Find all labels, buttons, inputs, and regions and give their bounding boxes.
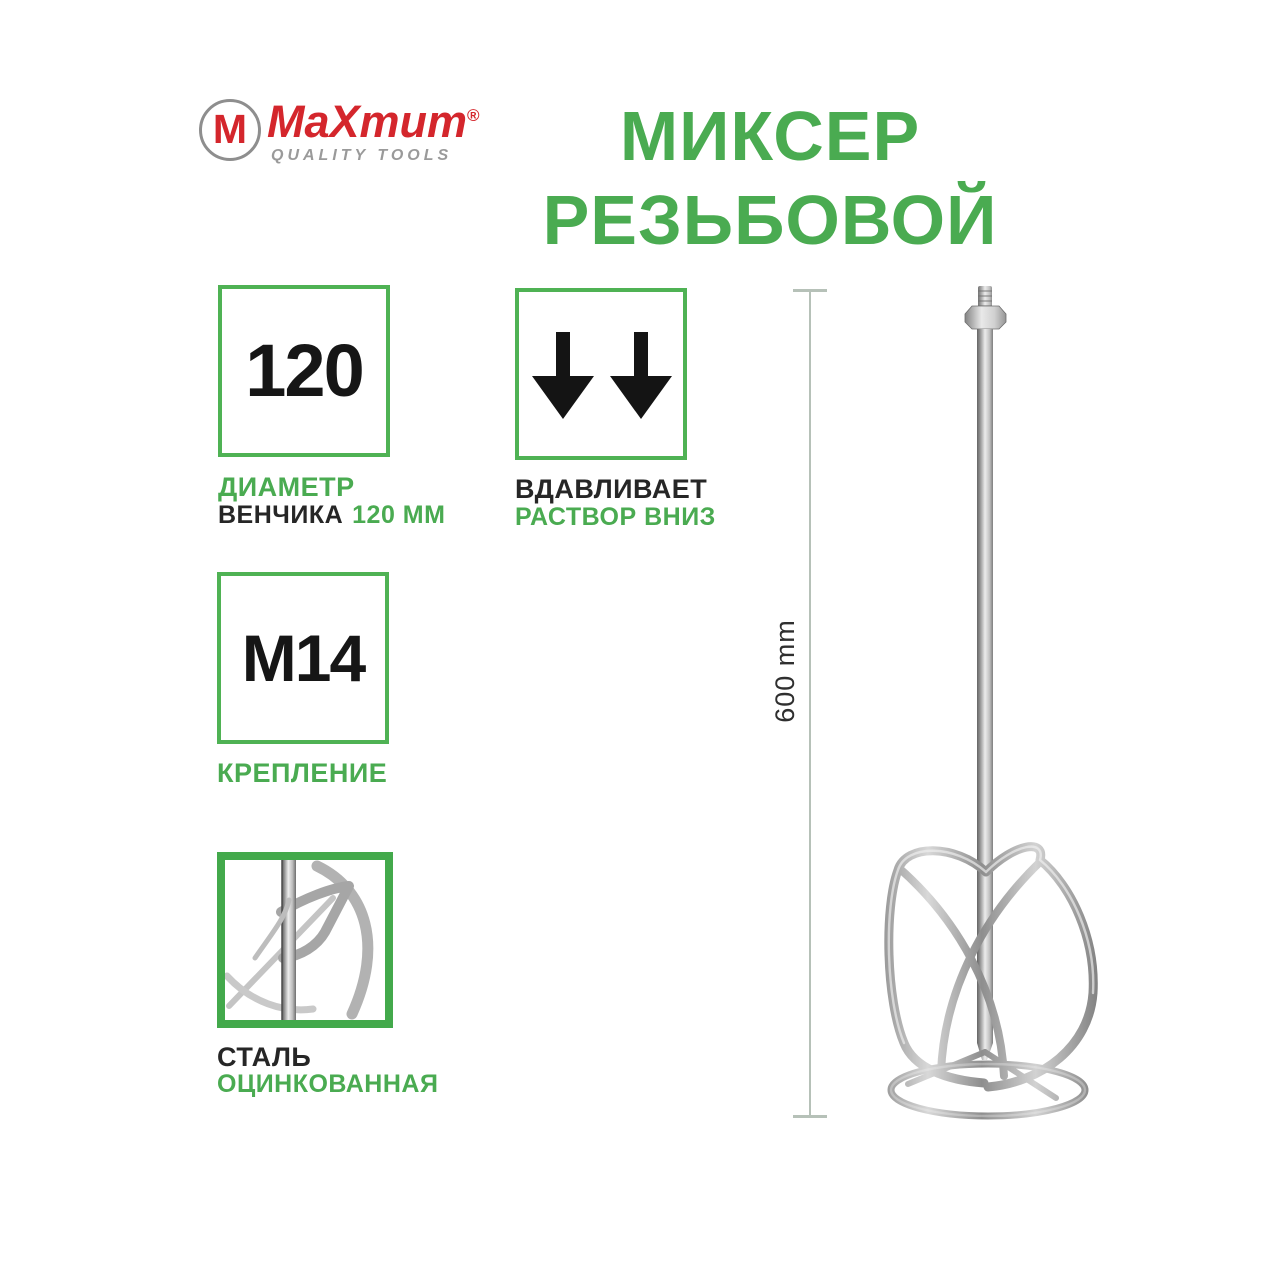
material-caption-line2: ОЦИНКОВАННАЯ [217,1070,439,1098]
diameter-caption-green: 120 ММ [352,501,446,529]
brand-m-icon [199,99,261,161]
thread-value: M14 [241,621,365,695]
brand-initial: M [212,105,248,152]
title-line2: РЕЗЬБОВОЙ [542,181,998,259]
double-down-arrows-icon [519,292,683,456]
mixer-head-closeup-photo [225,860,385,1020]
diameter-value: 120 [245,329,363,412]
direction-caption-line2: РАСТВОР ВНИЗ [515,503,716,531]
thread-badge-box [217,572,389,744]
product-photo [840,258,1140,1138]
dimension-bottom-tick [793,1115,827,1118]
diameter-caption-black: ВЕНЧИКА [218,501,344,529]
direction-caption-line1: ВДАВЛИВАЕТ [515,474,708,504]
page-title [510,94,1030,262]
material-badge-box [217,852,393,1028]
registered-trademark-icon: ® [467,106,480,125]
diameter-caption-line2 [218,503,445,528]
brand-tagline: QUALITY TOOLS [271,147,453,164]
thread-caption-line1: КРЕПЛЕНИЕ [217,758,388,788]
diameter-badge-box [218,285,390,457]
title-line1: МИКСЕР [619,97,921,175]
diameter-caption-line1: ДИАМЕТР [218,472,355,502]
brand-name: MaXmum® [267,96,480,147]
dimension-line [809,291,811,1116]
direction-badge-box [515,288,687,460]
dimension-label: 600 mm [770,619,800,723]
material-caption-line1: СТАЛЬ [217,1042,312,1072]
hex-nut [965,306,1006,329]
